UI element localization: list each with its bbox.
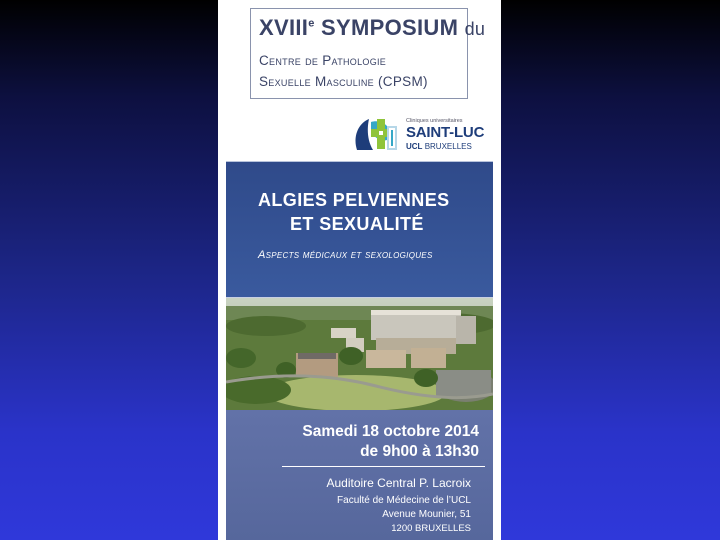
symposium-flyer [218,0,501,540]
logo-ucl: UCL [406,142,423,151]
venue-city: 1200 BRUXELLES [391,523,471,534]
symposium-title-box [250,8,486,99]
event-title-line-2: ET SEXUALITÉ [290,214,424,234]
symposium-du: du [464,19,486,39]
symposium-heading [259,15,485,41]
venue-street: Avenue Mounier, 51 [382,509,471,520]
event-details-panel [226,410,493,540]
saint-luc-logo-icon [353,116,401,152]
venue-faculty: Faculté de Médecine de l’UCL [337,495,471,506]
logo-name: SAINT-LUC [406,124,485,141]
event-date: Samedi 18 octobre 2014 [302,423,479,440]
event-subtitle: Aspects médicaux et sexologiques [258,249,433,261]
symposium-line-3: Sexuelle Masculine (CPSM) [259,74,428,89]
symposium-number: XVIII [259,15,309,40]
saint-luc-logo [353,116,485,154]
event-title-line-1: ALGIES PELVIENNES [258,190,450,210]
venue-name: Auditoire Central P. Lacroix [326,476,471,490]
campus-photo-illustration [226,298,493,410]
symposium-number-sup: e [308,17,315,30]
logo-city: BRUXELLES [424,142,472,151]
event-time: de 9h00 à 13h30 [360,443,479,460]
symposium-word: SYMPOSIUM [321,15,459,40]
details-divider [282,466,485,467]
logo-subtitle [406,142,472,151]
symposium-line-2: Centre de Pathologie [259,53,387,68]
event-title-band [226,161,493,297]
campus-aerial-photo [226,297,493,410]
logo-small-text: Cliniques universitaires [406,118,463,124]
